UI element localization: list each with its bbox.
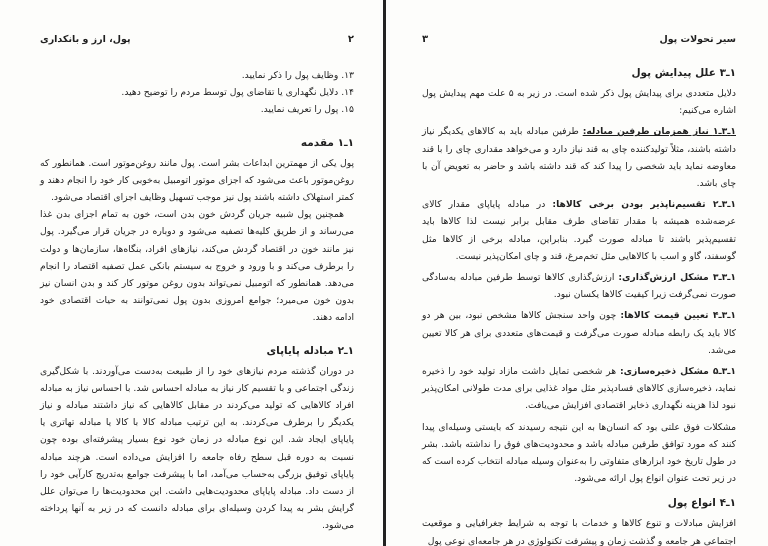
right-running-head (422, 34, 736, 45)
section-heading-causes: ۱ـ۳ علل پیدایش پول (631, 67, 736, 79)
question-item: ۱۵. پول را تعریف نمایید. (260, 104, 354, 116)
cause-item (422, 196, 736, 265)
review-questions (40, 67, 354, 119)
left-running-head (40, 34, 354, 45)
section-heading-money-types: ۱ـ۴ انواع پول (667, 497, 736, 510)
causes-intro: دلایل متعددی برای پیدایش پول ذکر شده است. در زیر به ۵ علت مهم پیدایش پول اشاره می‌کنیم: (422, 88, 737, 117)
section-heading-introduction: ۱ـ۱ مقدمه (300, 136, 354, 149)
cause-title: ۱ـ۳ـ۱ نیاز همزمان طرفین مبادله: (582, 126, 736, 138)
money-types-paragraph: افزایش مبادلات و تنوع کالاها و خدمات با توجه به شرایط جغرافیایی و موقعیت اجتماعی هر جامعه و گذشت زمان و پیشرفت تکنولوژی در هر جامعه‌ای نوعی پول (422, 518, 736, 546)
cause-item (422, 269, 736, 303)
cause-text: چون واحد سنجش کالاها مشخص نبود، بین هر دو کالا باید یک رابطه مبادله صورت می‌گرفت و قیمت‌های متعددی برای هر کالا تعیین می‌شد. (422, 310, 736, 356)
causes-closing: مشکلات فوق علتی بود که انسان‌ها به این نتیجه رسیدند که بایستی وسیله‌ای پیدا کنند که مورد توافق طرفین مبادله باشد و محدودیت‌های فوق را نداشته باشد. بشر در طول تاریخ خود ابزارهای متفاوتی را به‌عنوان وسیله مبادله انتخاب کرده است که در زیر تحت عنوان انواع پول ارائه می‌شود. (422, 421, 736, 485)
cause-title: ۱ـ۳ـ۲ تقسیم‌ناپذیر بودن برخی کالاها: (552, 199, 737, 211)
cause-title: ۱ـ۳ـ۴ تعیین قیمت کالاها: (620, 310, 737, 322)
intro-paragraph-2: همچنین پول شبیه جریان گردش خون بدن است، خون به تمام اجزای بدن غذا می‌رساند و از طریق کلیه‌ها تصفیه می‌شود و دوباره در جریان قرار می‌گیرد. پول نیز مانند خون در اقتصاد گردش می‌کند، نیازهای افراد، بنگاه‌ها، سازمان‌ها و دولت را برطرف می‌کند و با ورود و خروج به سیستم بانکی عمل تصفیه اقتصاد را انجام می‌دهد. همانطور که اتومبیل نمی‌تواند بدون روغن موتور کار کند و بدن انسان نیز بدون خون می‌میرد؛ جوامع امروزی بدون پول نمی‌توانند به حیات اقتصادی خود ادامه دهند. (40, 209, 354, 324)
cause-text: هر شخصی تمایل داشت مازاد تولید خود را ذخیره نماید، ذخیره‌سازی کالاهای فسادپذیر مثل مواد غذایی برای مدت طولانی امکان‌پذیر نبود لذا هزینه نگهداری ذخایر اقتصادی افزایش می‌یافت. (422, 366, 736, 412)
cause-title: ۱ـ۳ـ۵ مشکل ذخیره‌سازی: (619, 366, 737, 378)
section-heading-barter: ۱ـ۲ مبادله پایاپای (266, 344, 354, 357)
cause-text: در مبادله پایاپای مقدار کالای عرضه‌شده همیشه با مقدار تقاضای طرف مقابل برابر نیست لذا کالاها باید تقسیم‌پذیر باشند تا مبادله صورت گیرد. بنابراین، مبادله برخی از کالاها مثل گوسفند، گاو و اسب با کالاهایی مثل تخم‌مرغ، قند و چای امکان‌پذیر نیست. (422, 199, 736, 262)
question-item: ۱۳. وظایف پول را ذکر نمایید. (241, 70, 354, 81)
cause-item (422, 307, 736, 359)
question-item: ۱۴. دلایل نگهداری یا تقاضای پول توسط مردم را توضیح دهید. (121, 87, 354, 99)
right-page (386, 0, 768, 546)
cause-text: طرفین مبادله باید به کالاهای یکدیگر نیاز داشته باشند، مثلاً تولیدکننده چای به قند نیاز دارد و می‌خواهد مقداری چای را با قند معاوضه نماید باید شخصی را پیدا کند که قند داشته باشد و حاضر به تعویض آن با چای باشد. (422, 126, 736, 190)
right-header-title: سیر تحولات پول (659, 34, 736, 45)
cause-item (422, 363, 736, 415)
cause-item (422, 123, 736, 192)
left-header-title: پول، ارز و بانکداری (40, 34, 131, 45)
cause-title: ۱ـ۳ـ۳ مشکل ارزش‌گذاری: (618, 272, 736, 284)
intro-paragraph-1: پول یکی از مهمترین ابداعات بشر است. پول مانند روغن‌موتور است. همانطور که روغن‌موتور باعث می‌شود که اجزای موتور اتومبیل به‌خوبی کار خود را انجام دهند و کمتر استهلاک داشته باشند پول نیز موجب تسهیل وظایف اجزای اقتصاد می‌شود. (40, 157, 354, 204)
barter-paragraph: در دوران گذشته مردم نیازهای خود را از طبیعت به‌دست می‌آوردند. با شکل‌گیری زندگی اجتماعی و با تقسیم کار نیاز به مبادله احساس شد. با احساس نیاز به مبادله افراد کالاهایی که تولید می‌کردند در مقابل کالاهایی که نیاز داشتند مبادله و نیاز یکدیگر را برطرف می‌کردند. به این ترتیب مبادله کالا با کالا یا مبادله تهاتری یا پایاپای ایجاد شد. این نوع مبادله در زمان خود نوع بسیار پیشرفته‌ای بوده چون نسبت به دوره قبل سطح رفاه جامعه را افزایش می‌داده است. هرچند مبادله پایاپای توفیق بزرگی به‌حساب می‌آمد، اما با پیشرفت جوامع به‌تدریج کارآیی خود را از دست داد. مبادله پایاپای محدودیت‌هایی داشت. این محدودیت‌ها را می‌توان علل گرایش بشر به پیدا کردن وسیله‌ای برای مبادله دانست که در زیر به آنها پرداخته می‌شود. (40, 365, 354, 532)
right-page-number: ۳ (422, 34, 429, 45)
left-page-number: ۲ (347, 34, 354, 45)
cause-text: ارزش‌گذاری کالاها توسط طرفین مبادله به‌سادگی صورت نمی‌گرفت زیرا کیفیت کالاها یکسان نبود. (422, 272, 736, 301)
